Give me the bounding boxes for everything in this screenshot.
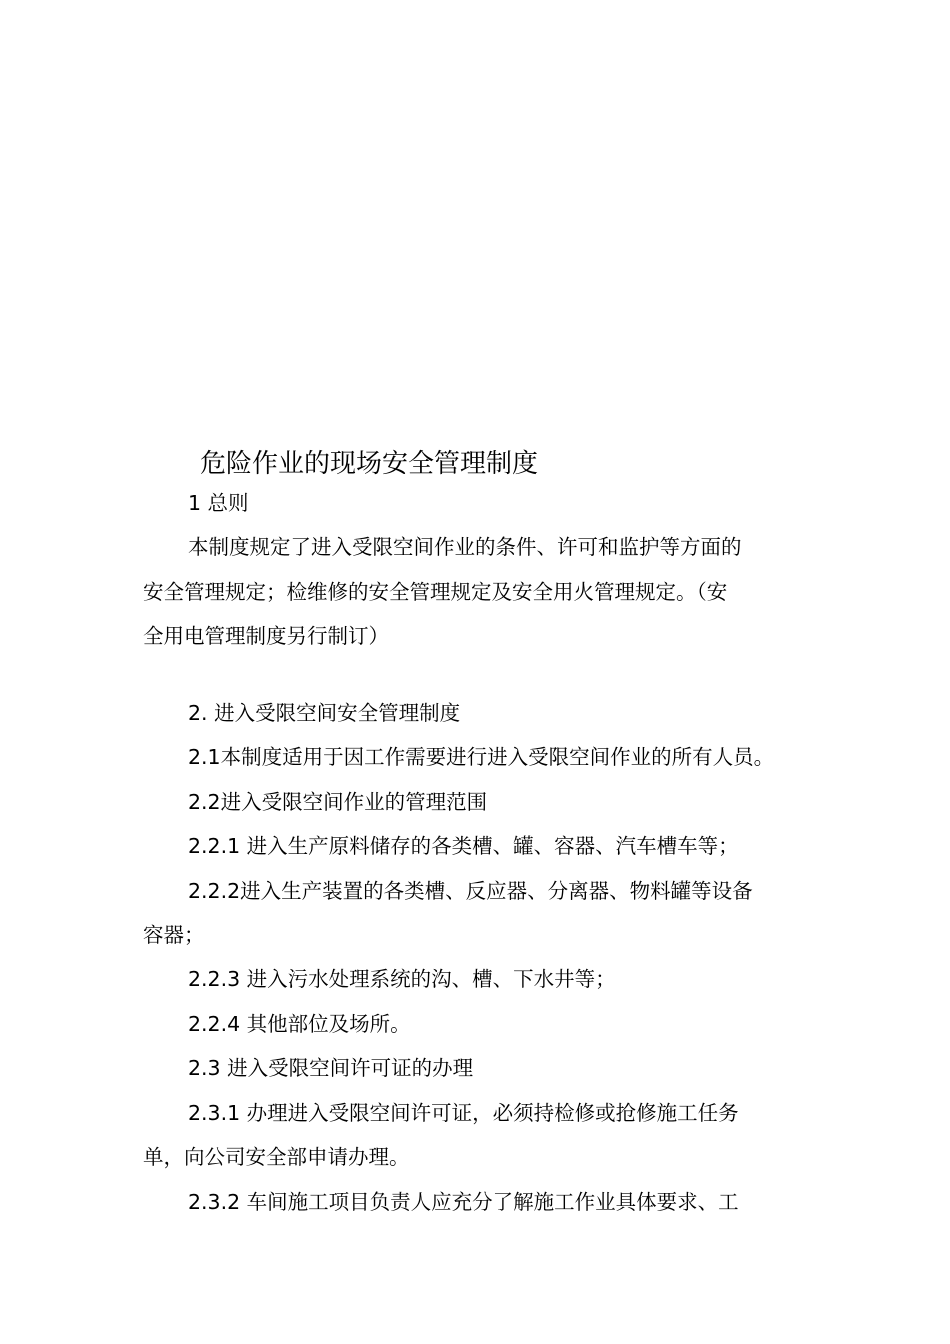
paragraph-line: 单，向公司安全部申请办理。 — [143, 1145, 410, 1169]
paragraph-line: 2.2.2进入生产装置的各类槽、反应器、分离器、物料罐等设备 — [188, 879, 753, 903]
subsection-heading: 2.3 进入受限空间许可证的办理 — [188, 1056, 474, 1080]
section-2-heading: 2. 进入受限空间安全管理制度 — [188, 701, 461, 725]
paragraph-line: 2.2.3 进入污水处理系统的沟、槽、下水井等； — [188, 967, 616, 991]
section-1-heading: 1 总则 — [188, 491, 249, 515]
paragraph-line: 安全管理规定；检维修的安全管理规定及安全用火管理规定。（安 — [143, 580, 728, 604]
paragraph-line: 2.1本制度适用于因工作需要进行进入受限空间作业的所有人员。 — [188, 745, 775, 769]
document-title: 危险作业的现场安全管理制度 — [200, 449, 539, 479]
subsection-heading: 2.2进入受限空间作业的管理范围 — [188, 790, 488, 814]
paragraph-line: 全用电管理制度另行制订） — [143, 624, 389, 648]
paragraph-line: 容器； — [143, 923, 205, 947]
paragraph-line: 2.2.1 进入生产原料储存的各类槽、罐、容器、汽车槽车等； — [188, 834, 739, 858]
paragraph-line: 2.2.4 其他部位及场所。 — [188, 1012, 411, 1036]
paragraph-line: 本制度规定了进入受限空间作业的条件、许可和监护等方面的 — [188, 535, 742, 559]
paragraph-line: 2.3.1 办理进入受限空间许可证，必须持检修或抢修施工任务 — [188, 1101, 739, 1125]
paragraph-line: 2.3.2 车间施工项目负责人应充分了解施工作业具体要求、工 — [188, 1190, 739, 1214]
